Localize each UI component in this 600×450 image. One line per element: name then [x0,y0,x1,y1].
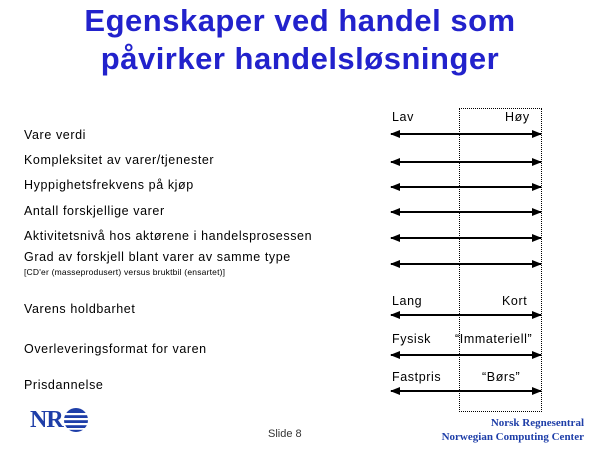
slide-number: Slide 8 [268,428,302,440]
org-name-english: Norwegian Computing Center [441,431,584,443]
row-label-complexity: Kompleksitet av varer/tjenester [24,153,215,167]
row-label-activity: Aktivitetsnivå hos aktørene i handelsprosessen [24,229,313,243]
durability-right-label: Kort [502,294,528,308]
row-label-durability: Varens holdbarhet [24,302,136,316]
durability-left-label: Lang [392,294,423,308]
scale-low-label: Lav [392,110,414,124]
pricing-left-label: Fastpris [392,370,442,384]
globe-icon [63,407,89,433]
row-label-value: Vare verdi [24,128,87,142]
row-label-delivery: Overleveringsformat for varen [24,342,207,356]
row-label-variance: Grad av forskjell blant varer av samme type [24,250,291,264]
delivery-left-label: Fysisk [392,332,432,346]
title-line-1: Egenskaper ved handel som [84,3,516,38]
org-name-norwegian: Norsk Regnesentral [490,417,584,429]
nr-logo-text: NR [30,406,63,433]
delivery-right-label: “Immateriell” [455,332,533,346]
row-sublabel-variance: [CD'er (masseprodusert) versus bruktbil (ensartet)] [24,267,226,277]
pricing-right-label: “Børs” [482,370,521,384]
row-label-item-count: Antall forskjellige varer [24,204,165,218]
nr-logo [30,404,89,436]
row-label-frequency: Hyppighetsfrekvens på kjøp [24,178,194,192]
row-label-pricing: Prisdannelse [24,378,104,392]
title-line-2: påvirker handelsløsninger [100,41,500,76]
scale-high-label: Høy [505,110,530,124]
